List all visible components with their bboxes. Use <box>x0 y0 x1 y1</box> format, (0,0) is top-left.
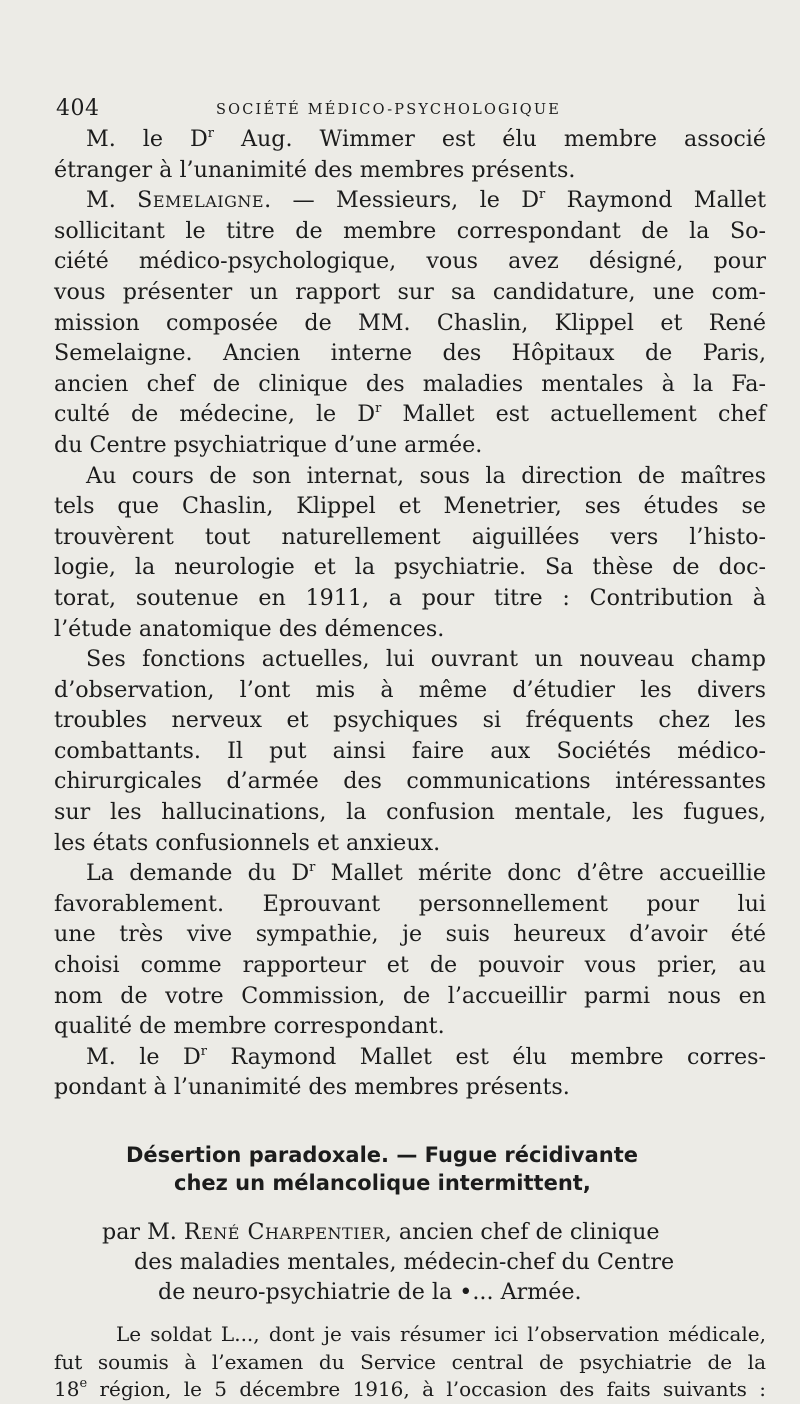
text-line <box>54 155 766 186</box>
text-segment: Raymond Mallet est élu membre corres- <box>206 1043 766 1070</box>
text-line <box>54 858 766 889</box>
article-title-line: Désertion paradoxale. — Fugue récidivante <box>126 1143 638 1167</box>
text-line <box>54 736 766 767</box>
text-segment: troubles nerveux et psychiques si fréquents chez les <box>54 707 766 734</box>
text-line <box>54 1042 766 1073</box>
text-segment: vous présenter un rapport sur sa candidature, une com- <box>54 278 766 305</box>
text-segment: ciété médico-psychologique, vous avez désigné, pour <box>54 248 766 275</box>
body-text <box>54 124 766 1103</box>
text-segment: pondant à l’unanimité des membres présents. <box>54 1074 570 1101</box>
superscript: r <box>207 126 214 141</box>
byline-prefix: par M. <box>102 1219 184 1245</box>
author-name: René Charpentier <box>183 1219 385 1245</box>
text-segment: Le soldat L..., dont je vais résumer ici l’observation médicale, <box>116 1322 766 1346</box>
text-line <box>54 552 766 583</box>
text-line <box>54 766 766 797</box>
article-byline <box>54 1217 766 1307</box>
article-title-line: chez un mélancolique intermittent, <box>174 1171 591 1195</box>
text-line <box>54 889 766 920</box>
text-segment: Aug. Wimmer est élu membre associé <box>214 126 766 152</box>
text-line <box>54 797 766 828</box>
text-segment: La demande du D <box>86 860 310 887</box>
text-segment: Ses fonctions actuelles, lui ouvrant un nouveau champ <box>86 646 766 673</box>
text-line <box>54 338 766 369</box>
text-line <box>54 675 766 706</box>
byline-suffix: , ancien chef de clinique <box>384 1219 660 1245</box>
byline-line: des maladies mentales, médecin-chef du Centre <box>134 1249 675 1275</box>
text-segment: qualité de membre correspondant. <box>54 1013 445 1040</box>
text-segment: tels que Chaslin, Klippel et Menetrier, ses études se <box>54 493 766 520</box>
byline-line: de neuro-psychiatrie de la •... Armée. <box>158 1279 582 1305</box>
superscript: e <box>79 1376 88 1391</box>
text-segment: . — Messieurs, le D <box>264 187 539 214</box>
text-segment: région, le 5 décembre 1916, à l’occasion des faits suivants : <box>87 1377 766 1401</box>
text-segment: Au cours de son internat, sous la direction de maîtres <box>86 462 766 489</box>
byline-line <box>54 1217 766 1247</box>
text-line <box>54 522 766 553</box>
text-line <box>54 430 766 461</box>
text-line <box>54 1072 766 1103</box>
text-segment: sollicitant le titre de membre correspondant de la So- <box>54 217 766 244</box>
text-line <box>54 185 766 216</box>
text-line <box>54 124 766 155</box>
text-segment: culté de médecine, le D <box>54 401 376 428</box>
text-line <box>54 1349 766 1377</box>
running-head: SOCIÉTÉ MÉDICO-PSYCHOLOGIQUE <box>216 102 562 118</box>
text-line <box>54 1376 766 1404</box>
text-segment: choisi comme rapporteur et de pouvoir vous prier, au <box>54 952 766 979</box>
text-segment: chirurgicales d’armée des communications intéressantes <box>54 768 766 795</box>
text-segment: trouvèrent tout naturellement aiguillées vers l’histo- <box>54 523 766 550</box>
text-segment: M. le D <box>86 126 208 152</box>
text-line <box>54 308 766 339</box>
text-segment: Semelaigne. Ancien interne des Hôpitaux de Paris, <box>54 340 766 367</box>
text-segment: d’observation, l’ont mis à même d’étudier les divers <box>54 676 766 703</box>
article-title <box>54 1141 766 1197</box>
text-line <box>54 491 766 522</box>
text-segment: Mallet mérite donc d’être accueillie <box>315 860 766 887</box>
article-opening-text <box>54 1321 766 1404</box>
page-number: 404 <box>56 96 100 121</box>
text-segment: sur les hallucinations, la confusion mentale, les fugues, <box>54 799 766 826</box>
text-line <box>54 246 766 277</box>
text-line <box>54 828 766 859</box>
text-segment: favorablement. Eprouvant personnellement pour lui <box>54 890 766 917</box>
text-segment: ancien chef de clinique des maladies mentales à la Fa- <box>54 370 766 397</box>
text-segment: du Centre psychiatrique d’une armée. <box>54 431 483 458</box>
page-header <box>54 92 766 124</box>
text-segment: torat, soutenue en 1911, a pour titre : Contribution à <box>54 584 766 611</box>
text-segment: M. <box>86 187 138 214</box>
text-segment: M. le D <box>86 1043 201 1070</box>
text-segment: Mallet est actuellement chef <box>381 401 766 428</box>
superscript: r <box>200 1043 207 1059</box>
text-segment: les états confusionnels et anxieux. <box>54 829 441 856</box>
text-line <box>54 277 766 308</box>
text-line <box>54 950 766 981</box>
text-line <box>54 369 766 400</box>
text-segment: fut soumis à l’examen du Service central de psychiatrie de la <box>54 1349 766 1374</box>
text-line <box>54 705 766 736</box>
text-line <box>54 644 766 675</box>
text-segment: logie, la neurologie et la psychiatrie. Sa thèse de doc- <box>54 554 766 581</box>
text-line <box>54 919 766 950</box>
text-segment: nom de votre Commission, de l’accueillir parmi nous en <box>54 982 766 1009</box>
text-segment: l’étude anatomique des démences. <box>54 615 445 642</box>
text-line <box>54 981 766 1012</box>
superscript: r <box>375 401 382 417</box>
small-caps-name: Semelaigne <box>137 187 265 214</box>
text-line <box>54 216 766 247</box>
text-segment: 18 <box>54 1377 80 1401</box>
text-line <box>54 399 766 430</box>
text-line <box>54 461 766 492</box>
text-segment: une très vive sympathie, je suis heureux d’avoir été <box>54 921 766 948</box>
text-line <box>54 1321 766 1349</box>
text-segment: étranger à l’unanimité des membres présents. <box>54 156 576 183</box>
text-segment: Raymond Mallet <box>545 187 766 214</box>
text-line <box>54 614 766 645</box>
superscript: r <box>309 860 316 876</box>
text-line <box>54 1011 766 1042</box>
text-segment: combattants. Il put ainsi faire aux Sociétés médico- <box>54 737 766 764</box>
text-line <box>54 583 766 614</box>
text-segment: mission composée de MM. Chaslin, Klippel et René <box>54 309 766 336</box>
superscript: r <box>538 187 546 203</box>
